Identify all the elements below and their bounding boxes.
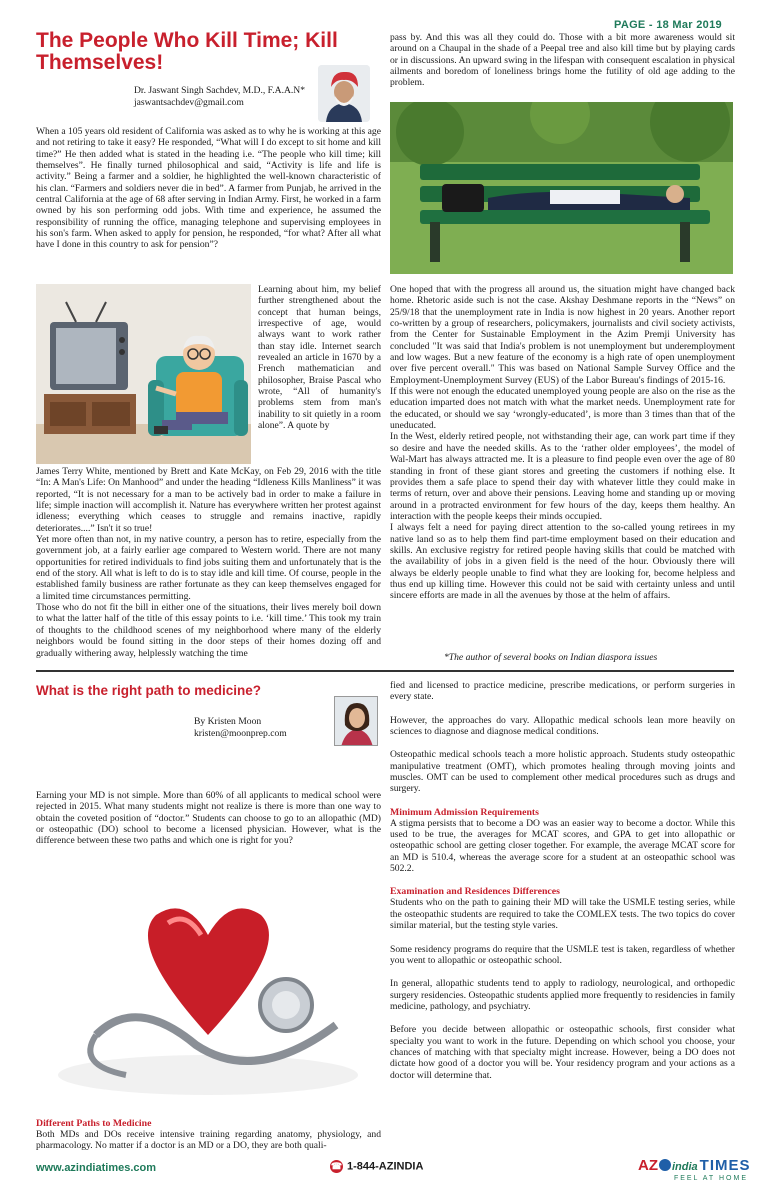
paragraph: Earning your MD is not simple. More than 60% of all applicants to medical school were rejected in 2015. What many students might not realize is there is more than one way to obtain the coveted position of “doctor.” Students can choose to go to an allopathic (MD) or osteopathic (DO) school to become a licensed physician. However, what is the difference between these two paths and which one is right for you?: [36, 790, 381, 847]
author-photo: [334, 696, 378, 746]
subheading: Minimum Admission Requirements: [390, 806, 539, 818]
paragraph: Those who do not fit the bill in either one of the situations, their lives merely boil down to what the latter half of the title of this essay points to i.e. ‘kill time.’ This took my train of thoughts to the childhood scenes of my neighborhood where many of the elderly neighbors would be found sitting in the door steps of their homes dozing off and gradually withering away, helplessly watching the time: [36, 602, 381, 659]
paragraph: Learning about him, my belief further strengthened about the concept that human beings, irrespective of age, would always want to work rather than stay idle. Internet search revealed an article in 1670 by a French mathematician and philosopher, Braise Pascal who wrote, “All of humanity's problems stem from man's inability to sit quietly in a room alone”. A quote by: [258, 284, 381, 432]
author-name: Dr. Jaswant Singh Sachdev, M.D., F.A.A.N*: [134, 85, 306, 96]
article2-column2: [390, 680, 735, 1093]
page-label: PAGE - 18 Mar 2019: [614, 19, 722, 31]
paragraph: A stigma persists that to become a DO was an easier way to become a doctor. While this used to be true, the averages for MCAT scores, and GPA to get into allopathic or osteopathic school are getting closer together. For example, the average MCAT score for an MD is 510.4, whereas the average score for a student at an osteopathic school was 502.2.: [390, 817, 735, 875]
author-photo: [318, 65, 370, 122]
logo-india: india: [672, 1161, 698, 1173]
article1-wrap-column: [258, 284, 381, 431]
az-india-times-logo: [638, 1157, 751, 1186]
phone-icon: ☎: [330, 1161, 343, 1171]
logo-times: TIMES: [699, 1157, 751, 1174]
phone-number: 1-844-AZINDIA: [347, 1160, 424, 1173]
globe-icon: [659, 1159, 671, 1171]
paragraph: Before you decide between allopathic or osteopathic schools, first consider what specialty you want to work in the future. Depending on which school you choose, your chances of matching with that specialty might increase. However, being a DO does not dictate how good of a doctor you will be. Your residency program and your actions as a doctor will determine that.: [390, 1024, 735, 1081]
subheading: Examination and Residences Differences: [390, 886, 560, 898]
author-footnote: *The author of several books on Indian diaspora issues: [444, 652, 658, 663]
article1-column1: [36, 126, 381, 251]
paragraph: In the West, elderly retired people, not withstanding their age, can work part time if they so desire and have the needed skills. As to the ‘rather older employees’, the model of Wal-Mart has always attracted me. It is a pleasure to find people even over the age of 80 standing in front of these giant stores and greeting the customers if nothing else. It provides them a safe place to spend their day with whatever little they could make in terms of return, over and above their pensions. Leaving home and standing up or moving around in a protracted environment for few hours of the day, keeps them healthy. An interaction with the people keeps their minds occupied.: [390, 431, 735, 522]
paragraph: James Terry White, mentioned by Brett and Kate McKay, on Feb 29, 2016 with the title “In: A Man's Life: On Manhood” and under the heading “Idleness Kills Manliness” it was reported, “It is not necessary for a man to be actively bad in order to make a failure in life; simple inaction will accomplish it. Nature has everywhere written her protest against idleness; everything which ceases to struggle and remains inactive, rapidly deteriorates....” Isn't it so true!: [36, 466, 381, 534]
byline: [134, 85, 305, 109]
article2-column1-lower: [36, 1118, 381, 1152]
logo-tagline: FEEL AT HOME: [673, 1175, 748, 1182]
paragraph: However, the approaches do vary. Allopathic medical schools lean more heavily on sciences to diagnose and diagnose medical conditions.: [390, 714, 735, 738]
paragraph: I always felt a need for paying direct attention to the so-called young retirees in my native land so as to help them find part-time employment based on their education and skills. An exclusive registry for retired people having skills that could be matched with the availability of jobs in a given field is the need of the hour. Obviously there will always be elderly people unable to find what they are looking for, become helpless and thus end up killing time. However this could not be said with certainty unless and until sincere efforts are made in all the avenues by those at the helm of affairs.: [390, 522, 735, 602]
paragraph: fied and licensed to practice medicine, prescribe medications, or perform surgeries in every state.: [390, 680, 735, 703]
subheading: Different Paths to Medicine: [36, 1118, 152, 1129]
article1-column2: [390, 284, 735, 602]
paragraph: pass by. And this was all they could do. Those with a bit more awareness would sit around on a Chaupal in the shade of a Peepal tree and also kill time but by playing cards or in discussions. An upward swing in the lifespan with consequent escalation in physical ailments and boredom of loneliness brings home the futility of old age adding to the problem.: [390, 32, 735, 89]
paragraph: Students who on the path to gaining their MD will take the USMLE testing series, while the osteopathic students are required to take the COMLEX tests. The two topics do cover similar material, but the testing style varies.: [390, 897, 735, 932]
paragraph: Yet more often than not, in my native country, a person has to retire, especially from the government job, at a fairly earlier age compared to Western world. There are not many opportunities for retired individuals to find jobs suiting them and unfortunately that is the end of the story. All what is left to do is to stay idle and kill time. Of course, people in the established family business are rather fortunate as they can keep themselves engaged for a limited time circumstances permitting.: [36, 534, 381, 602]
heart-stethoscope-photo: [36, 875, 381, 1115]
author-email[interactable]: kristen@moonprep.com: [194, 728, 287, 739]
man-on-bench-photo: [390, 102, 733, 274]
elderly-tv-illustration: [36, 284, 251, 464]
author-email[interactable]: jaswantsachdev@gmail.com: [134, 97, 244, 108]
paragraph: Osteopathic medical schools teach a more holistic approach. Students study osteopathic manipulative treatment (OMT), which promotes healing through moving joints and muscles. OMT can be used to complement other medical procedures such as drugs and surgery.: [390, 749, 735, 795]
footer-website-link[interactable]: www.azindiatimes.com: [36, 1162, 157, 1174]
article2-title: What is the right path to medicine?: [36, 683, 262, 698]
logo-az: AZ: [638, 1157, 658, 1174]
article-title: The People Who Kill Time; Kill Themselves!: [36, 29, 338, 74]
paragraph: Both MDs and DOs receive intensive training regarding anatomy, physiology, and pharmacology. No matter if a doctor is an MD or a DO, they are both quali-: [36, 1129, 381, 1152]
author-name: By Kristen Moon: [194, 716, 262, 727]
paragraph: Some residency programs do require that the USMLE test is taken, regardless of whether you went to allopathic or osteopathic school.: [390, 943, 735, 966]
paragraph: When a 105 years old resident of California was asked as to why he is working at this age and not retiring to take it easy? He responded, “What will I do except to sit home and kill time?” He then added what is stated in the heading i.e. “The people who kill time; kill themselves”. He finally turned philosophical and said, “Activity is life and life is activity.” Being a farmer and a soldier, he highlighted the well-known characteristic of his clan. “Farmers and soldiers never die in bed”. A farmer from Punjab, he arrived in the central California at the age of 68 after serving in Indian Army. First, he worked in a farm owned by his son performing odd jobs. With time and experience, he assumed the responsibility of running the office, managing telephone and supervising employees in his son's farm. When asked to apply for pension, he responded, “for what? After all what have I done in this country to ask for pension”?: [36, 126, 381, 251]
section-divider: [36, 670, 734, 672]
article1-column1-lower: [36, 466, 381, 659]
paragraph: One hoped that with the progress all around us, the situation might have changed back home. Rhetoric aside such is not the case. Akshay Deshmane reports in the “News” on 25/9/18 that the unemployment rate in India is now highest in 20 years. Another report co-written by a group of researchers, policymakers, journalists and civil society activists, from the Center for Sustainable Employment in the Azim Premji University has concluded "It was said that India's problem is not unemployment but underemployment and low wages. But a new feature of the economy is a high rate of open unemployment over five percent overall." This was based on National Sample Survey Office and the Employment-Unemployment Survey (EUS) of the Labor Bureau's findings of 2015-16.: [390, 284, 735, 386]
footer-phone: [330, 1160, 423, 1173]
paragraph: If this were not enough the educated unemployed young people are also on the rise as the education imparted does not match with what the market needs. Unemployment rate for the educated, or should we say ‘wrongly-educated’, is more than 3 times than that of the uneducated.: [390, 386, 735, 432]
article1-column2-top: [390, 32, 735, 89]
byline2: [194, 716, 287, 740]
paragraph: In general, allopathic students tend to apply to radiology, neurological, and orthopedic surgery residencies. Osteopathic students applied more frequently to residencies in family medicine, pathology, and psychiatry.: [390, 978, 735, 1012]
article2-column1: [36, 790, 381, 847]
